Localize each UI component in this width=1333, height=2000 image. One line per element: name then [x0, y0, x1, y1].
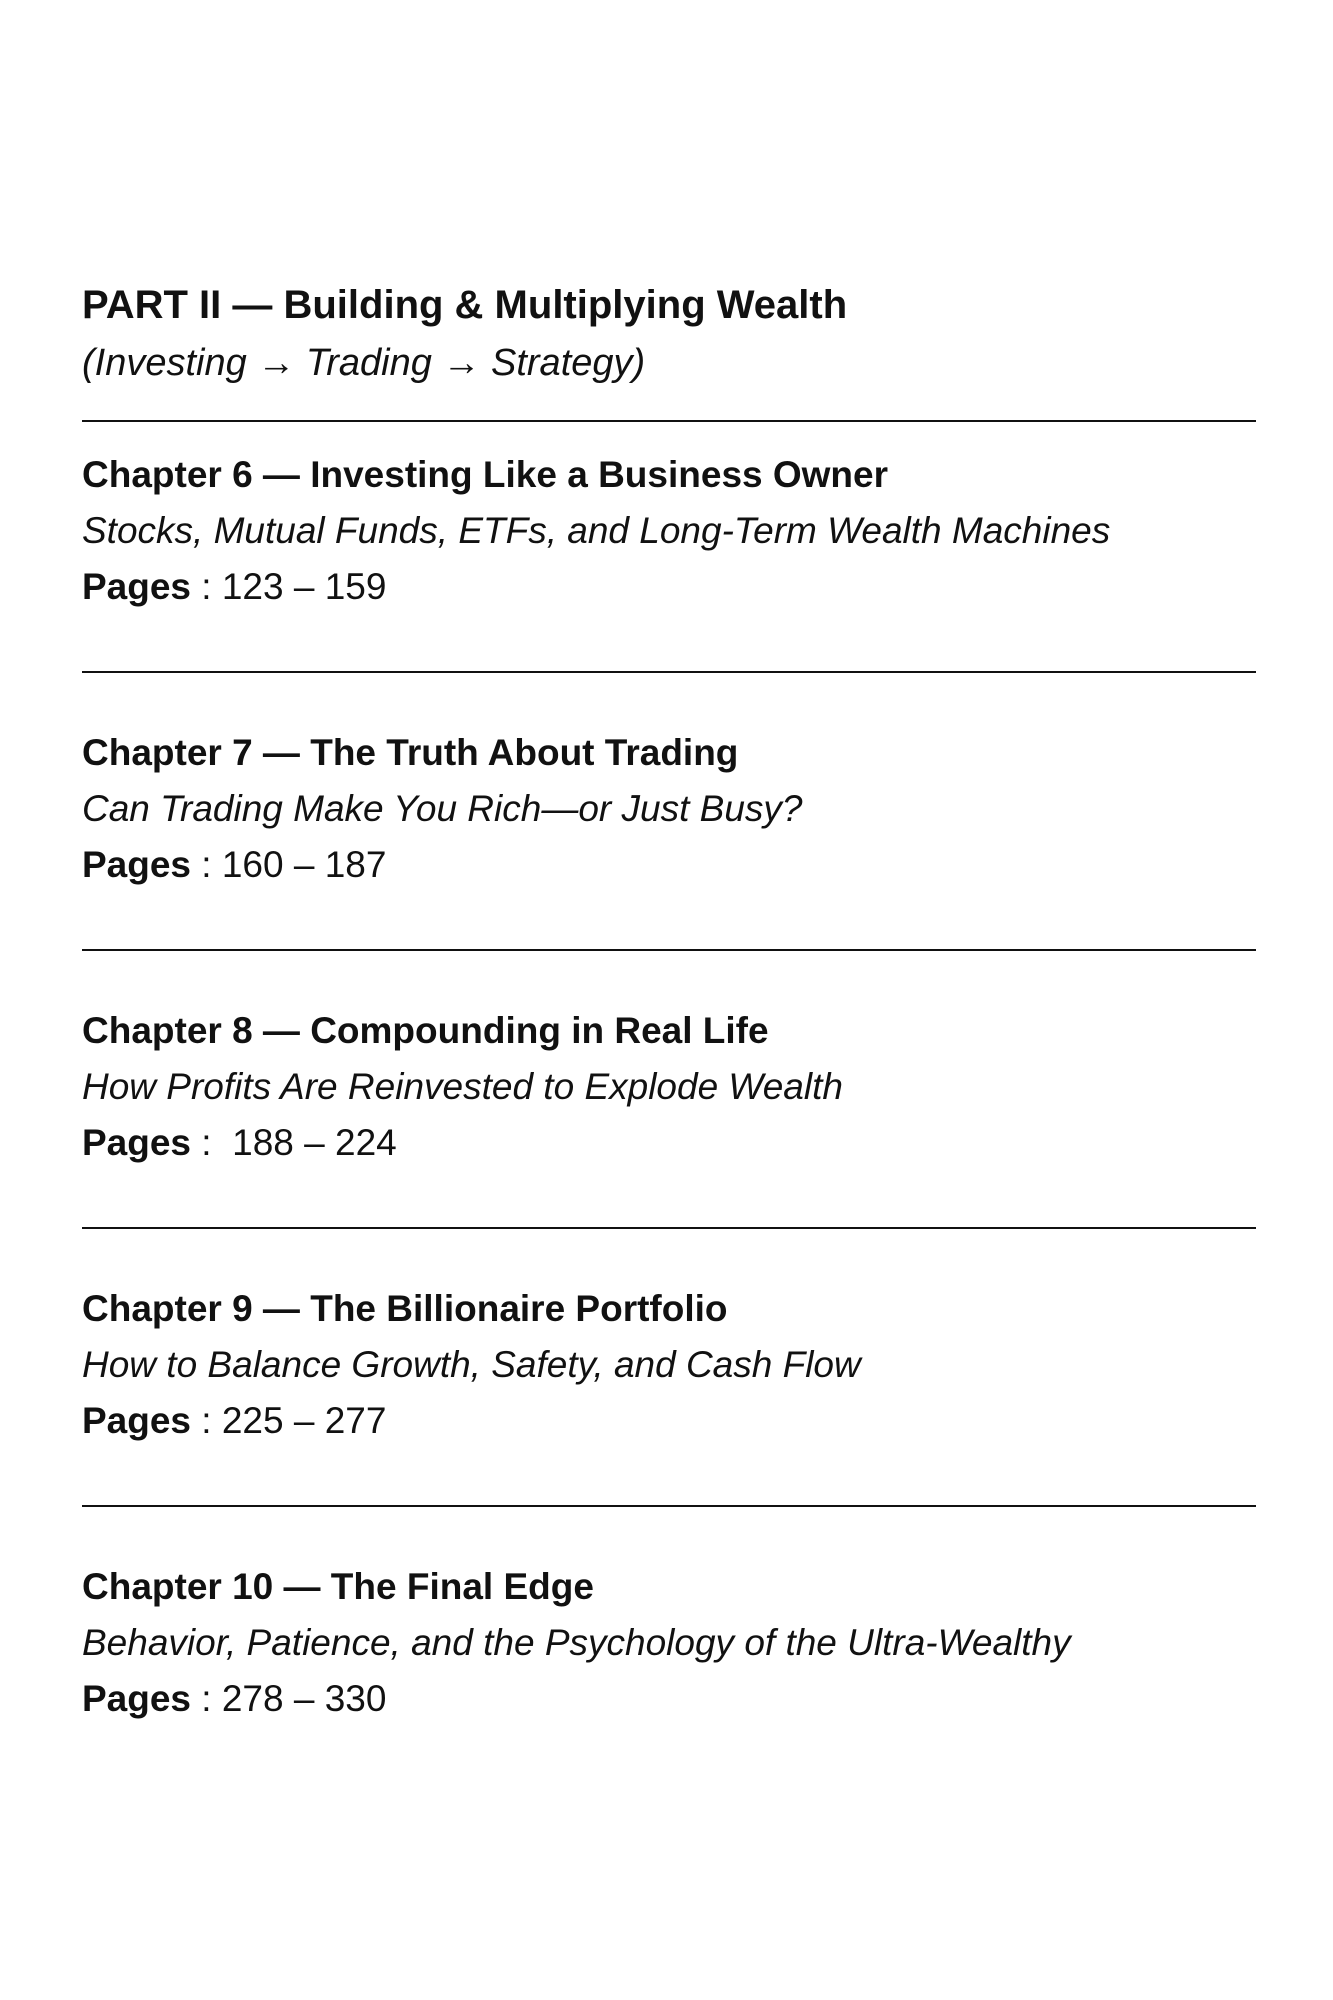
pages-label: Pages [82, 1678, 192, 1719]
chapter-subtitle: How Profits Are Reinvested to Explode Wealth [82, 1066, 843, 1107]
divider [82, 949, 1256, 951]
pages-range: : 123 – 159 [191, 566, 387, 607]
divider [82, 420, 1256, 422]
divider [82, 671, 1256, 673]
part-title: PART II — Building & Multiplying Wealth [82, 283, 848, 327]
chapter-subtitle: How to Balance Growth, Safety, and Cash Flow [82, 1344, 861, 1385]
chapter-subtitle: Can Trading Make You Rich—or Just Busy? [82, 788, 803, 829]
part-subtitle: (Investing → Trading → Strategy) [82, 342, 646, 384]
chapter-pages [82, 837, 1256, 893]
pages-range: : 160 – 187 [191, 844, 387, 885]
pages-range: : 278 – 330 [191, 1678, 387, 1719]
chapter-entry-7 [82, 725, 1256, 893]
chapter-title: Chapter 7 — The Truth About Trading [82, 732, 739, 773]
chapter-entry-10 [82, 1559, 1256, 1727]
pages-label: Pages [82, 1400, 192, 1441]
divider [82, 1505, 1256, 1507]
divider [82, 1227, 1256, 1229]
chapter-title: Chapter 10 — The Final Edge [82, 1566, 594, 1607]
chapter-title: Chapter 9 — The Billionaire Portfolio [82, 1288, 728, 1329]
chapter-subtitle: Stocks, Mutual Funds, ETFs, and Long-Term Wealth Machines [82, 510, 1111, 551]
table-of-contents-page [82, 0, 1256, 2000]
chapter-subtitle: Behavior, Patience, and the Psychology of the Ultra-Wealthy [82, 1622, 1071, 1663]
chapter-pages [82, 1671, 1256, 1727]
pages-label: Pages [82, 1122, 192, 1163]
chapter-pages [82, 559, 1256, 615]
pages-label: Pages [82, 566, 192, 607]
chapter-entry-6 [82, 447, 1256, 615]
chapter-pages [82, 1115, 1256, 1171]
chapter-pages [82, 1393, 1256, 1449]
chapter-title: Chapter 8 — Compounding in Real Life [82, 1010, 769, 1051]
pages-range: : 225 – 277 [191, 1400, 387, 1441]
pages-range: : 188 – 224 [191, 1122, 397, 1163]
chapter-title: Chapter 6 — Investing Like a Business Owner [82, 454, 889, 495]
chapter-entry-9 [82, 1281, 1256, 1449]
chapter-entry-8 [82, 1003, 1256, 1171]
pages-label: Pages [82, 844, 192, 885]
